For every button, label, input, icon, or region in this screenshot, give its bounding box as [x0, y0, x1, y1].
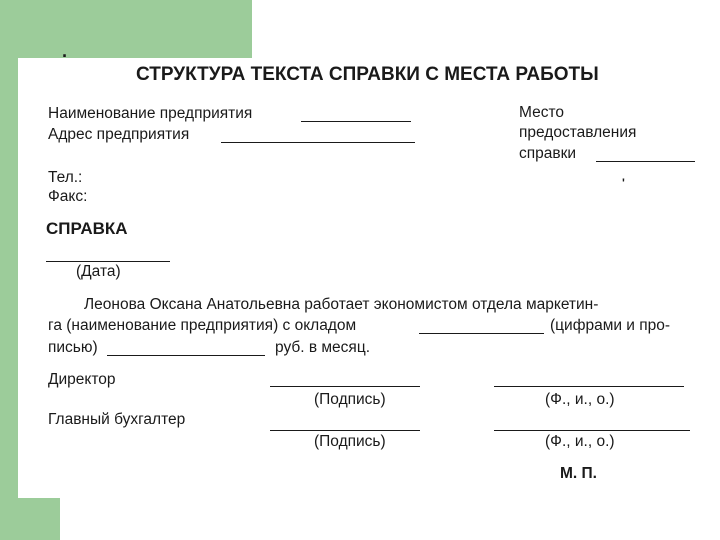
- body-line-3: (цифрами и про-: [550, 317, 671, 334]
- director-signature-label: (Подпись): [314, 391, 386, 408]
- scan-dot-icon: ': [622, 176, 625, 190]
- director-name-label: (Ф., и., о.): [545, 391, 615, 408]
- date-line: [46, 261, 170, 262]
- location-line: [596, 161, 695, 162]
- salary-words-line: [107, 355, 265, 356]
- director-signature-line: [270, 386, 420, 387]
- document-title: СТРУКТУРА ТЕКСТА СПРАВКИ С МЕСТА РАБОТЫ: [136, 64, 599, 85]
- accountant-name-line: [494, 430, 690, 431]
- body-line-2: га (наименование предприятия) с окладом: [48, 317, 357, 334]
- phone-label: Тел.:: [48, 169, 83, 186]
- company-address-label: Адрес предприятия: [48, 126, 190, 143]
- location-label-line1: Место: [519, 104, 565, 121]
- accountant-name-label: (Ф., и., о.): [545, 433, 615, 450]
- director-label: Директор: [48, 371, 116, 388]
- scan-mark-icon: ·: [62, 46, 68, 66]
- company-name-label: Наименование предприятия: [48, 105, 253, 122]
- chief-accountant-label: Главный бухгалтер: [48, 411, 186, 428]
- body-line-1: Леонова Оксана Анатольевна работает экономистом отдела маркетин-: [84, 296, 599, 313]
- accountant-signature-label: (Подпись): [314, 433, 386, 450]
- body-line-4: писью): [48, 339, 98, 356]
- company-name-line: [301, 121, 411, 122]
- fax-label: Факс:: [48, 188, 88, 205]
- background-block-top: [0, 0, 252, 58]
- accountant-signature-line: [270, 430, 420, 431]
- company-address-line: [221, 142, 415, 143]
- date-label: (Дата): [76, 263, 121, 280]
- location-label-line3: справки: [519, 145, 577, 162]
- salary-digits-line: [419, 333, 544, 334]
- body-line-5: руб. в месяц.: [275, 339, 371, 356]
- location-label-line2: предоставления: [519, 124, 637, 141]
- stamp-label: М. П.: [560, 465, 597, 482]
- document-sheet: [18, 46, 720, 498]
- document-heading: СПРАВКА: [46, 219, 128, 238]
- director-name-line: [494, 386, 684, 387]
